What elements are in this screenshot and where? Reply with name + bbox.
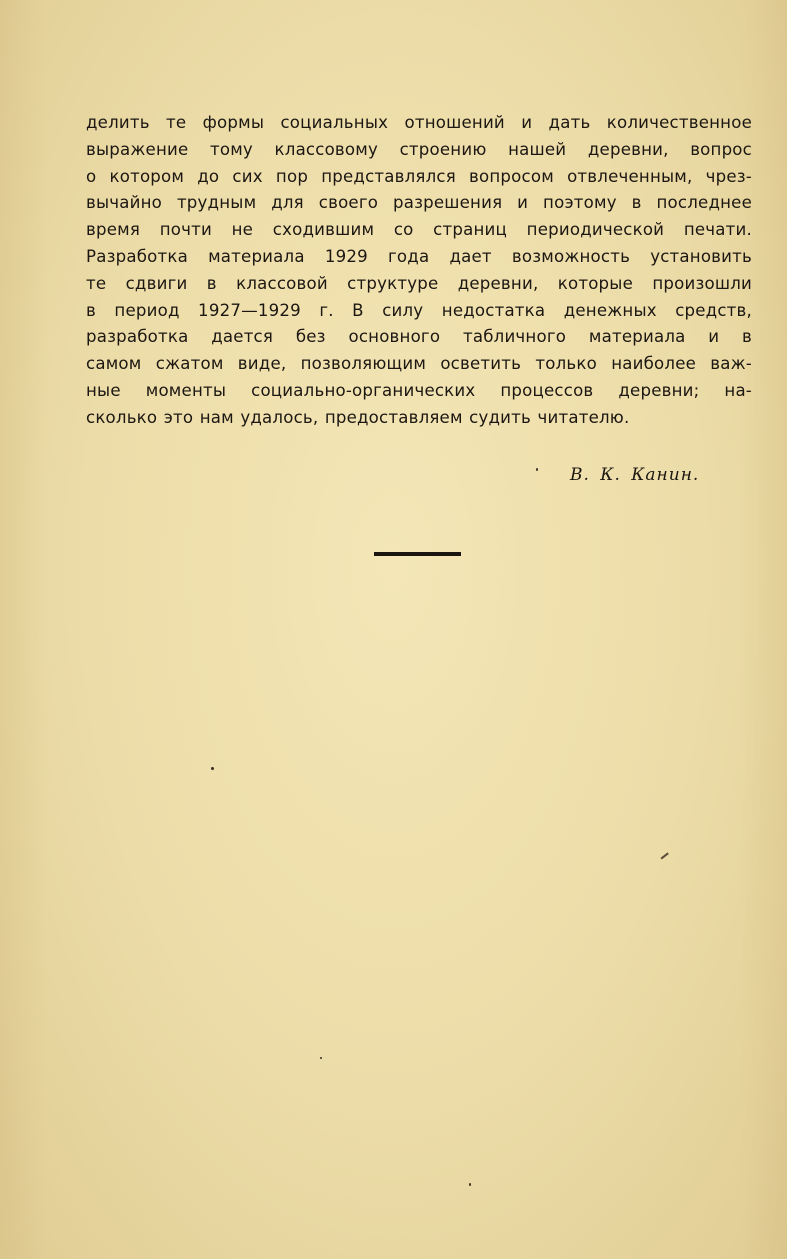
- text-line: те сдвиги в классовой структуре деревни, которые произошли: [86, 273, 752, 293]
- paper-speck: [469, 1183, 471, 1186]
- text-line: в период 1927—1929 г. В силу недостатка денежных средств,: [86, 300, 752, 320]
- text-line: вычайно трудным для своего разрешения и поэтому в последнее: [86, 193, 752, 213]
- paper-speck: [211, 767, 214, 770]
- text-line: выражение тому классовому строению нашей деревни, вопрос: [86, 139, 752, 159]
- text-line: разработка дается без основного табличного материала и в: [86, 327, 752, 347]
- section-divider: [374, 552, 461, 556]
- paper-speck: [320, 1057, 322, 1059]
- paper-mark: [660, 852, 668, 859]
- text-line: ные моменты социально-органических процессов деревни; на-: [86, 380, 752, 400]
- text-line: самом сжатом виде, позволяющим осветить только наиболее важ-: [86, 354, 752, 374]
- text-line: о котором до сих пор представлялся вопросом отвлеченным, чрез-: [86, 166, 752, 186]
- text-line: делить те формы социальных отношений и дать количественное: [86, 113, 752, 132]
- text-line: Разработка материала 1929 года дает возможность установить: [86, 246, 752, 266]
- text-line: сколько это нам удалось, предоставляем судить читателю.: [86, 407, 630, 427]
- author-signature: В. К. Канин.: [570, 465, 700, 485]
- body-paragraph: [86, 110, 752, 432]
- text-line: время почти не сходившим со страниц периодической печати.: [86, 220, 752, 240]
- paper-speck: [536, 468, 538, 471]
